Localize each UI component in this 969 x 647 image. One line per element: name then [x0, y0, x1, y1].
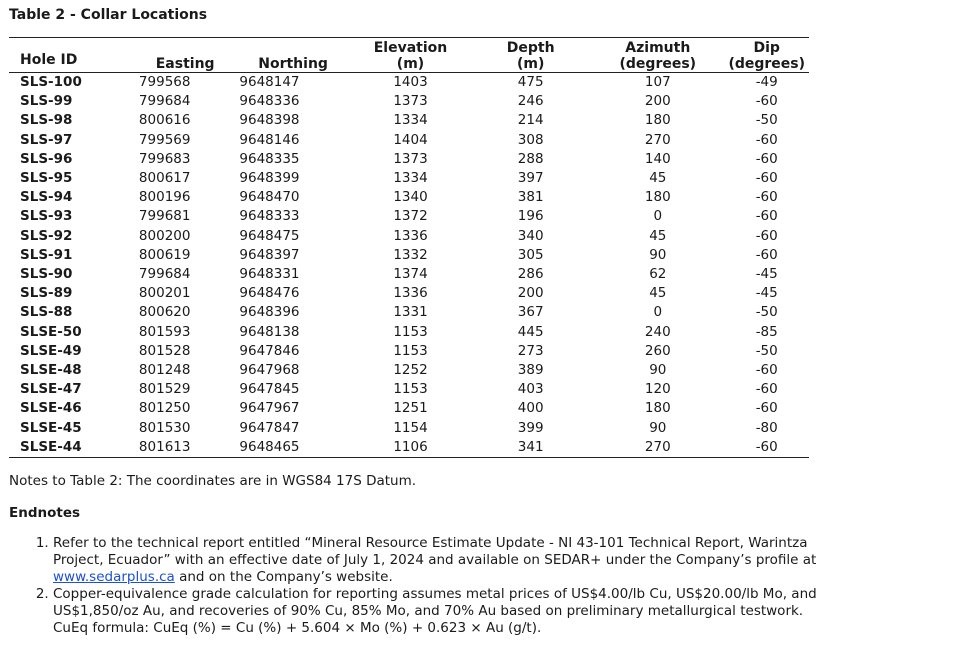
column-header-unit: (m) — [516, 56, 545, 72]
cell-azimuth: 270 — [644, 438, 671, 455]
cell-dip: -50 — [755, 112, 778, 129]
table-row — [9, 303, 809, 322]
cell-easting: 800196 — [138, 189, 191, 206]
cell-dip: -85 — [755, 323, 778, 340]
cell-elevation: 1372 — [393, 208, 428, 225]
cell-dip: -60 — [755, 362, 778, 379]
cell-depth: 246 — [517, 93, 544, 110]
cell-azimuth: 260 — [644, 342, 671, 359]
cell-azimuth: 0 — [653, 208, 663, 225]
cell-hole-id: SLS-93 — [20, 208, 73, 225]
table-row — [9, 265, 809, 284]
cell-azimuth: 45 — [649, 227, 667, 244]
cell-azimuth: 120 — [644, 381, 671, 398]
cell-easting: 799683 — [138, 150, 191, 167]
cell-hole-id: SLS-94 — [20, 189, 73, 206]
column-header-elevation — [351, 38, 470, 73]
cell-hole-id: SLSE-44 — [20, 438, 82, 455]
cell-easting: 799684 — [138, 93, 191, 110]
table-row — [9, 342, 809, 361]
endnotes-heading: Endnotes — [9, 505, 81, 522]
cell-northing: 9648476 — [239, 285, 300, 302]
cell-dip: -60 — [755, 131, 778, 148]
cell-azimuth: 180 — [644, 189, 671, 206]
cell-elevation: 1404 — [393, 131, 428, 148]
table-row — [9, 150, 809, 169]
cell-elevation: 1332 — [393, 246, 428, 263]
cell-depth: 200 — [517, 285, 544, 302]
endnote-1-text: Refer to the technical report entitled “Mineral Resource Estimate Update - NI 43-101 Technical Report, Warintza Project, Ecuador” with an effective date of July 1, 2024 and available on SEDAR+ under the Company’s profile at — [53, 535, 817, 569]
column-header-label: Dip — [753, 40, 780, 56]
column-header-label: Azimuth — [625, 40, 691, 56]
cell-elevation: 1153 — [393, 342, 428, 359]
cell-hole-id: SLS-88 — [20, 304, 73, 321]
cell-easting: 800619 — [138, 246, 191, 263]
table-row — [9, 188, 809, 207]
cell-azimuth: 62 — [649, 266, 667, 283]
table-row — [9, 131, 809, 150]
cell-dip: -60 — [755, 400, 778, 417]
cell-northing: 9647967 — [239, 400, 300, 417]
cell-easting: 801250 — [138, 400, 191, 417]
cell-elevation: 1373 — [393, 150, 428, 167]
table-row — [9, 361, 809, 380]
cell-azimuth: 0 — [653, 304, 663, 321]
table-row — [9, 284, 809, 303]
cell-northing: 9648465 — [239, 438, 300, 455]
cell-azimuth: 107 — [644, 74, 671, 90]
table-row — [9, 111, 809, 130]
cell-elevation: 1154 — [393, 419, 428, 436]
cell-depth: 367 — [517, 304, 544, 321]
cell-hole-id: SLS-92 — [20, 227, 73, 244]
cell-easting: 799568 — [138, 74, 191, 90]
cell-northing: 9648146 — [239, 131, 300, 148]
cell-easting: 800617 — [138, 170, 191, 187]
endnote-1-text-end: and on the Company’s website. — [174, 569, 393, 586]
cell-easting: 801529 — [138, 381, 191, 398]
cell-elevation: 1336 — [393, 285, 428, 302]
column-header-unit: (degrees) — [728, 56, 805, 72]
cell-hole-id: SLSE-47 — [20, 381, 82, 398]
cell-depth: 403 — [517, 381, 544, 398]
cell-hole-id: SLS-91 — [20, 246, 73, 263]
endnote-2: 2. Copper-equivalence grade calculation for reporting assumes metal prices of US$4.00/lb Cu, US$20.00/lb Mo, and US$1,850/oz Au, and recoveries of 90% Cu, 85% Mo, and 70% Au based on preliminary metallurgical testwork. CuEq formula: CuEq (%) = Cu (%) + 5.604 × Mo (%) + 0.623 × Au (g/t). — [53, 586, 823, 637]
cell-northing: 9648331 — [239, 266, 300, 283]
cell-depth: 340 — [517, 227, 544, 244]
cell-northing: 9647846 — [239, 342, 300, 359]
cell-easting: 799681 — [138, 208, 191, 225]
cell-elevation: 1340 — [393, 189, 428, 206]
cell-dip: -60 — [755, 93, 778, 110]
cell-dip: -60 — [755, 208, 778, 225]
cell-elevation: 1153 — [393, 323, 428, 340]
column-header-label: Easting — [155, 56, 215, 72]
column-header-azimuth — [591, 38, 724, 73]
cell-dip: -45 — [755, 266, 778, 283]
cell-easting: 801248 — [138, 362, 191, 379]
column-header-depth — [470, 38, 591, 73]
cell-elevation: 1373 — [393, 93, 428, 110]
cell-northing: 9648336 — [239, 93, 300, 110]
endnote-1 — [53, 535, 823, 586]
table-row — [9, 207, 809, 226]
cell-depth: 273 — [517, 342, 544, 359]
cell-northing: 9648138 — [239, 323, 300, 340]
cell-hole-id: SLS-90 — [20, 266, 73, 283]
cell-depth: 196 — [517, 208, 544, 225]
cell-easting: 800201 — [138, 285, 191, 302]
column-header-easting — [135, 38, 235, 73]
cell-easting: 800620 — [138, 304, 191, 321]
cell-elevation: 1334 — [393, 170, 428, 187]
table-row — [9, 323, 809, 342]
cell-dip: -60 — [755, 170, 778, 187]
cell-elevation: 1251 — [393, 400, 428, 417]
cell-northing: 9647847 — [239, 419, 300, 436]
cell-depth: 288 — [517, 150, 544, 167]
table-row — [9, 399, 809, 418]
cell-northing: 9648399 — [239, 170, 300, 187]
cell-depth: 286 — [517, 266, 544, 283]
cell-hole-id: SLS-98 — [20, 112, 73, 129]
cell-elevation: 1153 — [393, 381, 428, 398]
cell-hole-id: SLSE-50 — [20, 323, 82, 340]
cell-hole-id: SLS-96 — [20, 150, 73, 167]
cell-hole-id: SLS-89 — [20, 285, 73, 302]
cell-easting: 801528 — [138, 342, 191, 359]
cell-hole-id: SLSE-46 — [20, 400, 82, 417]
cell-azimuth: 270 — [644, 131, 671, 148]
cell-depth: 341 — [517, 438, 544, 455]
table-row — [9, 227, 809, 246]
cell-dip: -60 — [755, 438, 778, 455]
cell-easting: 800616 — [138, 112, 191, 129]
cell-elevation: 1252 — [393, 362, 428, 379]
column-header-northing — [235, 38, 350, 73]
endnotes-list — [9, 535, 823, 637]
cell-dip: -80 — [755, 419, 778, 436]
cell-easting: 799569 — [138, 131, 191, 148]
cell-dip: -60 — [755, 189, 778, 206]
cell-depth: 308 — [517, 131, 544, 148]
cell-azimuth: 90 — [649, 246, 667, 263]
cell-elevation: 1334 — [393, 112, 428, 129]
cell-dip: -49 — [755, 74, 778, 90]
column-header-hole-id — [9, 38, 135, 73]
cell-depth: 475 — [517, 74, 544, 90]
cell-azimuth: 45 — [649, 170, 667, 187]
cell-depth: 397 — [517, 170, 544, 187]
column-header-dip — [724, 38, 809, 73]
cell-dip: -45 — [755, 285, 778, 302]
cell-easting: 801593 — [138, 323, 191, 340]
cell-northing: 9648397 — [239, 246, 300, 263]
cell-hole-id: SLS-95 — [20, 170, 73, 187]
cell-hole-id: SLS-100 — [20, 74, 82, 90]
column-header-label: Hole ID — [20, 52, 78, 68]
column-header-unit: (degrees) — [619, 56, 697, 72]
column-header-label: Elevation — [373, 40, 448, 56]
table-row — [9, 92, 809, 111]
cell-hole-id: SLS-97 — [20, 131, 73, 148]
cell-azimuth: 240 — [644, 323, 671, 340]
cell-hole-id: SLSE-48 — [20, 362, 82, 379]
cell-northing: 9648147 — [239, 74, 300, 90]
cell-depth: 445 — [517, 323, 544, 340]
cell-depth: 389 — [517, 362, 544, 379]
cell-northing: 9648396 — [239, 304, 300, 321]
cell-azimuth: 45 — [649, 285, 667, 302]
cell-azimuth: 90 — [649, 419, 667, 436]
cell-elevation: 1331 — [393, 304, 428, 321]
cell-easting: 800200 — [138, 227, 191, 244]
cell-hole-id: SLSE-45 — [20, 419, 82, 436]
cell-northing: 9648333 — [239, 208, 300, 225]
cell-depth: 381 — [517, 189, 544, 206]
cell-northing: 9648335 — [239, 150, 300, 167]
collar-locations-table — [9, 37, 809, 458]
table-header-row — [9, 38, 809, 73]
cell-easting: 799684 — [138, 266, 191, 283]
table-notes: Notes to Table 2: The coordinates are in WGS84 17S Datum. — [9, 473, 417, 490]
cell-dip: -50 — [755, 304, 778, 321]
cell-azimuth: 180 — [644, 112, 671, 129]
cell-northing: 9647845 — [239, 381, 300, 398]
cell-dip: -60 — [755, 227, 778, 244]
table-row — [9, 438, 809, 458]
cell-azimuth: 200 — [644, 93, 671, 110]
sedarplus-link[interactable]: www.sedarplus.ca — [53, 569, 175, 586]
cell-northing: 9648398 — [239, 112, 300, 129]
cell-easting: 801613 — [138, 438, 191, 455]
cell-northing: 9647968 — [239, 362, 300, 379]
cell-elevation: 1336 — [393, 227, 428, 244]
cell-depth: 214 — [517, 112, 544, 129]
cell-depth: 305 — [517, 246, 544, 263]
cell-dip: -60 — [755, 246, 778, 263]
table-row — [9, 419, 809, 438]
cell-depth: 399 — [517, 419, 544, 436]
cell-azimuth: 140 — [644, 150, 671, 167]
table-row — [9, 246, 809, 265]
cell-dip: -50 — [755, 342, 778, 359]
cell-northing: 9648475 — [239, 227, 300, 244]
column-header-label: Northing — [258, 56, 328, 72]
cell-hole-id: SLSE-49 — [20, 342, 82, 359]
cell-elevation: 1374 — [393, 266, 428, 283]
table-row — [9, 169, 809, 188]
cell-depth: 400 — [517, 400, 544, 417]
cell-hole-id: SLS-99 — [20, 93, 73, 110]
cell-easting: 801530 — [138, 419, 191, 436]
cell-dip: -60 — [755, 150, 778, 167]
table-row — [9, 380, 809, 399]
cell-northing: 9648470 — [239, 189, 300, 206]
cell-dip: -60 — [755, 381, 778, 398]
column-header-unit: (m) — [396, 56, 425, 72]
cell-azimuth: 180 — [644, 400, 671, 417]
cell-azimuth: 90 — [649, 362, 667, 379]
cell-elevation: 1403 — [393, 74, 428, 90]
table-title: Table 2 - Collar Locations — [9, 7, 208, 23]
table-row — [9, 73, 809, 93]
table-body — [9, 73, 809, 458]
column-header-label: Depth — [506, 40, 555, 56]
cell-elevation: 1106 — [393, 438, 428, 455]
